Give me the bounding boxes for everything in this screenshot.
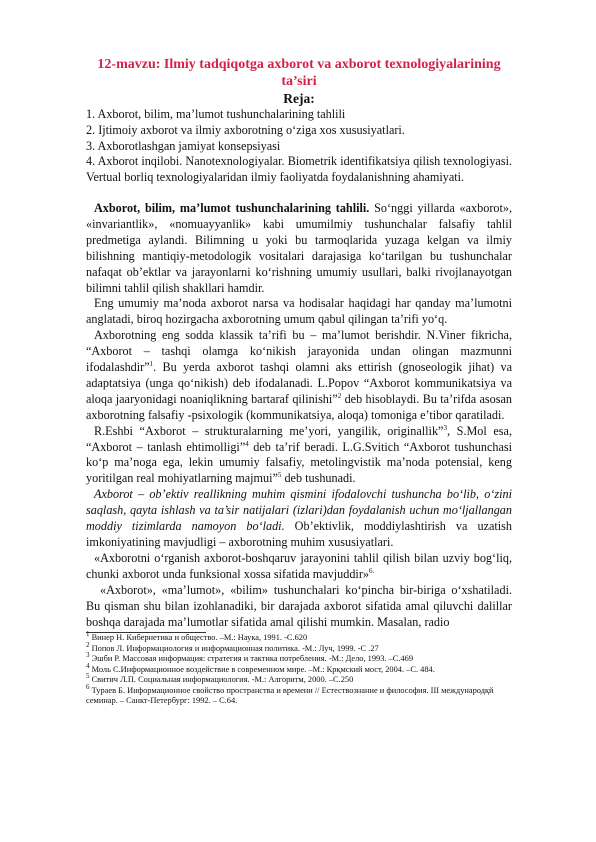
paragraph-text: Ob’ektivlik, moddiylashtirish va uzatish imkoniyatining mavjudligi – axborotning muhim xususiyatlari. bbox=[86, 519, 512, 550]
footnote-ref-6[interactable]: 6. bbox=[368, 566, 375, 575]
footnote-6 bbox=[86, 683, 512, 707]
footnote-4 bbox=[86, 662, 512, 676]
plan-item-1: 1. Axborot, bilim, ma’lumot tushunchalarining tahlili bbox=[86, 107, 346, 121]
paragraph-5 bbox=[86, 487, 512, 551]
footnote-text: Попов Л. Информациология и информационная политика. -М.: Луч, 1999. -С .27 bbox=[89, 643, 379, 653]
paragraph-4 bbox=[86, 424, 512, 488]
footnote-text: Эшби Р. Массовая информация: стратегия и тактика потребления. -М.: Дело, 1993. –С.469 bbox=[89, 654, 414, 664]
footnote-number: 5 bbox=[86, 672, 90, 681]
footnote-3 bbox=[86, 651, 512, 665]
footnotes bbox=[86, 630, 512, 707]
paragraph-text: R.Eshbi “Axborot – strukturalarning me’yori, yangilik, originallik” bbox=[94, 423, 444, 438]
footnote-text: Тураев Б. Информационное свойство пространства и времени // Естествознание и философия. III международқй семинар. – Санкт-Петербург: 1992. – С.64. bbox=[86, 685, 494, 706]
paragraph-3 bbox=[86, 328, 512, 423]
paragraph-text: deb hisoblaydi. Bu ta’rifda asosan axborotning falsafiy -psixologik (kommunikatsiya, aloqa) tomoniga e’tibor qaratiladi. bbox=[86, 391, 512, 422]
paragraph-text: Axborotning eng sodda klassik ta’rifi bu – ma’lumot berishdir. N.Viner fikricha, “Axborot – tashqi olamga ko‘nikish jarayonida undan olingan mazmunni ifodalashdir” bbox=[86, 328, 512, 375]
footnote-number: 6 bbox=[86, 683, 90, 692]
section-heading: Axborot, bilim, ma’lumot tushunchalarining tahlili. bbox=[94, 200, 370, 215]
paragraph-text: deb ta’rif beradi. L.G.Svitich “Axborot tushunchasi ko‘p ma’noga ega, lekin umumiy falsafiy, metolingvistik ma’noda potensial, keng yoritilgan real mohiyatlarning majmui” bbox=[86, 439, 512, 486]
footnote-ref-4[interactable]: 4 bbox=[245, 439, 249, 448]
footnote-ref-2[interactable]: 2 bbox=[337, 391, 342, 400]
footnote-5 bbox=[86, 672, 512, 686]
plan-item-2: 2. Ijtimoiy axborot va ilmiy axborotning o‘ziga xos xususiyatlari. bbox=[86, 122, 405, 137]
paragraph-text: «Axborotni o‘rganish axborot-boshqaruv jarayonini tahlil qilish bilan uzviy bog‘liq, chunki axborot unda funksional xossa sifatida mavjuddir» bbox=[86, 550, 512, 581]
footnote-ref-1[interactable]: 1 bbox=[149, 359, 154, 368]
page-title: 12-mavzu: Ilmiy tadqiqotga axborot va axborot texnologiyalarining ta’siri bbox=[97, 57, 501, 89]
paragraph-text: deb tushunadi. bbox=[281, 471, 356, 486]
document-page bbox=[86, 56, 512, 707]
paragraph-text: , S.Mol esa, “Axborot – tanlash ehtimolligi” bbox=[86, 423, 512, 454]
footnote-number: 1 bbox=[86, 630, 90, 639]
footnote-1 bbox=[86, 630, 512, 644]
footnote-text: Моль С.Информационное воздействие в современном мире. –М.: Крқмский мост, 2004. –С. 484. bbox=[89, 664, 435, 674]
footnote-ref-5[interactable]: 5 bbox=[277, 471, 282, 480]
blank-line bbox=[86, 186, 512, 201]
footnote-ref-3[interactable]: 3 bbox=[443, 423, 447, 432]
paragraph-2: Eng umumiy ma’noda axborot narsa va hodisalar haqidagi har qanday ma’lumotni anglatadi, biroq hozirgacha axborotning umum qabul qilingan ta’rifi yo‘q. bbox=[86, 296, 512, 327]
paragraph-1 bbox=[86, 201, 512, 296]
footnote-text: Винер Н. Кибернетика и общество. –М.: Наука, 1991. -С.620 bbox=[89, 633, 308, 643]
footnote-text: Свитич Л.П. Социальная информациология. -М.: Алгоритм, 2000. –С.250 bbox=[89, 675, 354, 685]
footnote-number: 2 bbox=[86, 641, 90, 650]
paragraph-text: So‘nggi yillarda «axborot», «invariantlik», «nomuayyanlik» kabi umumilmiy tushunchalar falsafiy tahlil predmetiga aylandi. Bilimning u yoki bu tarmoqlarida yuzaga kelgan va ilmiy bilishning mantiqiy-metodologik vositalari darajasiga ko‘tarilgan bu tushunchalar nafaqat ob’ektlar va jarayonlarni ko‘rishning umumiy usullari, balki rivojlanayotgan bilimni tahlil qilish shakllari hamdir. bbox=[86, 200, 513, 295]
paragraph-6 bbox=[86, 551, 512, 583]
definition-italic: Axborot – ob’ektiv reallikning muhim qismini ifodalovchi tushuncha bo‘lib, o‘zini saqlash, qayta ishlash va ta’sir natijalari (izlari)dan foydalanish uchun mo‘ljallangan moddiy tizimlarda namoyon bo‘ladi. bbox=[86, 487, 512, 534]
paragraph-text: . Bu yerda axborot tashqi olamni aks ettirish (gnoseologik jihat) va adaptatsiya (unga qo‘nikish) deb ifodalanadi. L.Popov “Axborot kommunikatsiya va aloqa jaaryonidagi noaniqlikning bartaraf qilinishi” bbox=[86, 360, 512, 406]
plan-item-4: 4. Axborot inqilobi. Nanotexnologiyalar. Biometrik identifikatsiya qilish texnologiyasi. Vertual borliq texnologiyalaridan ilmiy faoliyatda foydalanishning ahamiyati. bbox=[86, 154, 512, 185]
footnote-2 bbox=[86, 641, 512, 655]
plan-heading: Reja: bbox=[283, 91, 315, 106]
footnote-number: 4 bbox=[86, 662, 90, 671]
footnote-number: 3 bbox=[86, 651, 90, 660]
paragraph-7: «Axborot», «ma’lumot», «bilim» tushunchalari ko‘pincha bir-biriga o‘xshatiladi. Bu qisman shu bilan izohlanadiki, bir darajada axborot sifatida amal qiluvchi dalillar boshqa darajada ma’lumotlar sifatida amal qilishi mumkin. Masalan, radio bbox=[86, 582, 512, 629]
plan-item-3: 3. Axborotlashgan jamiyat konsepsiyasi bbox=[86, 138, 281, 153]
plan-list bbox=[86, 107, 512, 186]
